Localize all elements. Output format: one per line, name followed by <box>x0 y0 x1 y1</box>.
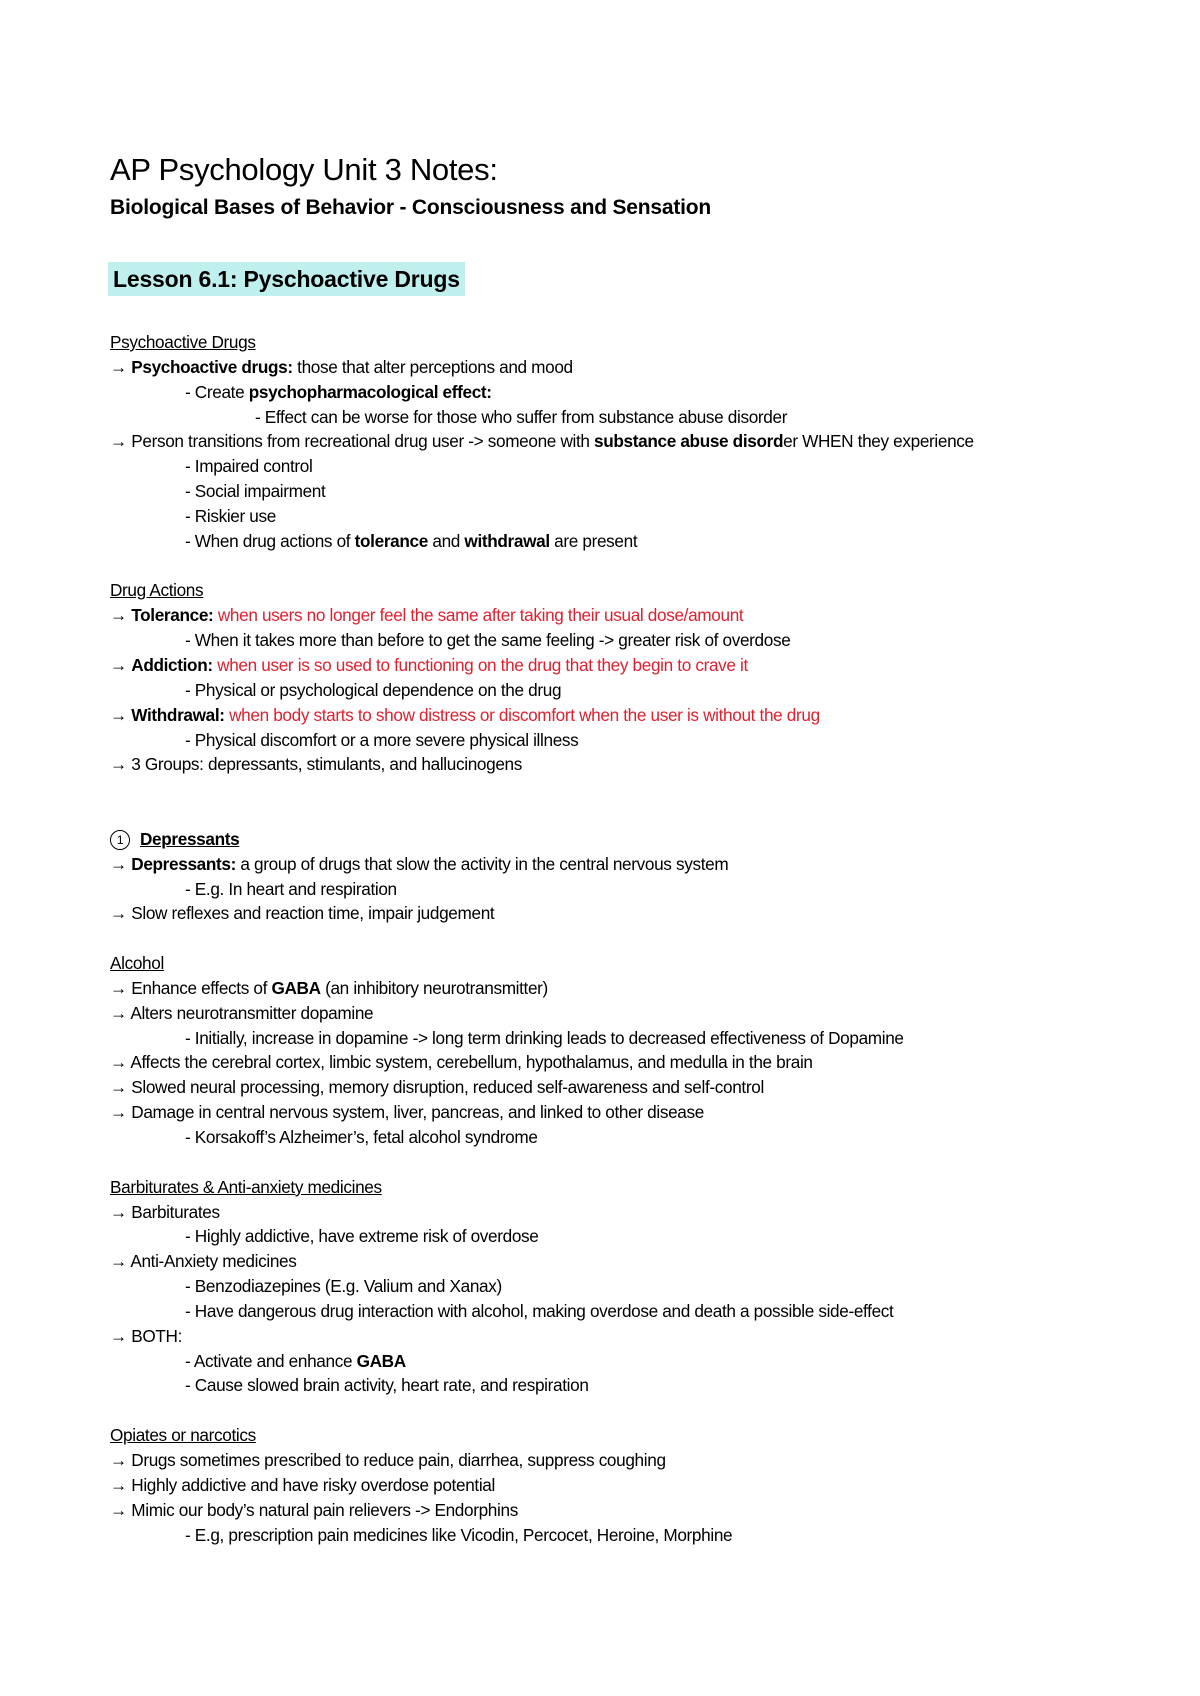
note-line: → Highly addictive and have risky overdose potential <box>110 1474 495 1495</box>
lesson-heading: Lesson 6.1: Pyschoactive Drugs <box>108 262 465 296</box>
arrow-icon: → <box>110 654 132 675</box>
arrow-icon: → <box>110 1077 132 1098</box>
arrow-icon: → <box>110 1474 132 1495</box>
arrow-icon: → <box>110 1201 132 1222</box>
section-heading-alcohol: Alcohol <box>110 953 164 974</box>
section-heading-opiates: Opiates or narcotics <box>110 1425 256 1446</box>
note-subline: - E.g. In heart and respiration <box>185 878 397 899</box>
note-subline: - Have dangerous drug interaction with alcohol, making overdose and death a possible side-effect <box>185 1300 894 1321</box>
arrow-icon: → <box>110 1499 132 1520</box>
note-line: → Withdrawal: when body starts to show distress or discomfort when the user is without the drug <box>110 704 820 725</box>
arrow-icon: → <box>110 356 132 377</box>
note-line: → 3 Groups: depressants, stimulants, and hallucinogens <box>110 754 522 775</box>
note-line: → Barbiturates <box>110 1201 220 1222</box>
arrow-icon: → <box>110 605 132 626</box>
arrow-icon: → <box>110 754 132 775</box>
note-line: → Person transitions from recreational drug user -> someone with substance abuse disorder WHEN they experience <box>110 431 974 452</box>
note-subline: - Physical discomfort or a more severe physical illness <box>185 729 579 750</box>
note-line: → Damage in central nervous system, liver, pancreas, and linked to other disease <box>110 1102 704 1123</box>
arrow-icon: → <box>110 431 132 452</box>
arrow-icon: → <box>110 977 132 998</box>
note-line: → Anti-Anxiety medicines <box>110 1251 297 1272</box>
arrow-icon: → <box>110 1251 131 1272</box>
note-subline: - E.g, prescription pain medicines like Vicodin, Percocet, Heroine, Morphine <box>185 1524 733 1545</box>
arrow-icon: → <box>110 853 132 874</box>
document-title: AP Psychology Unit 3 Notes: <box>110 152 498 187</box>
circled-number-icon: 1 <box>110 830 130 850</box>
note-subline: - Create psychopharmacological effect: <box>185 381 492 402</box>
note-line: → Slow reflexes and reaction time, impair judgement <box>110 903 495 924</box>
note-line: → BOTH: <box>110 1325 183 1346</box>
document-subtitle: Biological Bases of Behavior - Consciousness and Sensation <box>110 196 712 219</box>
note-subline: - Activate and enhance GABA <box>185 1350 406 1371</box>
note-subline: - Initially, increase in dopamine -> long term drinking leads to decreased effectiveness of Dopamine <box>185 1027 904 1048</box>
section-heading-barbiturates: Barbiturates & Anti-anxiety medicines <box>110 1176 382 1197</box>
note-line: → Psychoactive drugs: those that alter perceptions and mood <box>110 356 573 377</box>
section-heading-depressants: 1 Depressants <box>110 827 1110 852</box>
note-subline: - Cause slowed brain activity, heart rate, and respiration <box>185 1375 589 1396</box>
note-line: → Alters neurotransmitter dopamine <box>110 1002 374 1023</box>
section-heading-psychoactive: Psychoactive Drugs <box>110 332 256 352</box>
arrow-icon: → <box>110 1449 132 1470</box>
arrow-icon: → <box>110 1002 131 1023</box>
note-subline: - When it takes more than before to get the same feeling -> greater risk of overdose <box>185 630 791 651</box>
note-subline: - Korsakoff’s Alzheimer’s, fetal alcohol syndrome <box>185 1127 538 1147</box>
note-subline: - Benzodiazepines (E.g. Valium and Xanax) <box>185 1276 502 1297</box>
note-subline: - Riskier use <box>185 505 276 526</box>
arrow-icon: → <box>110 1052 131 1073</box>
arrow-icon: → <box>110 903 132 924</box>
arrow-icon: → <box>110 704 132 725</box>
note-subline: - Social impairment <box>185 481 326 502</box>
note-subline: - Impaired control <box>185 456 313 477</box>
note-line: → Drugs sometimes prescribed to reduce pain, diarrhea, suppress coughing <box>110 1449 666 1470</box>
section-heading-drug-actions: Drug Actions <box>110 580 204 601</box>
note-subline: - Effect can be worse for those who suffer from substance abuse disorder <box>255 406 788 427</box>
note-line: → Addiction: when user is so used to functioning on the drug that they begin to crave it <box>110 654 748 675</box>
notes-body <box>110 330 1110 1547</box>
note-line: → Slowed neural processing, memory disruption, reduced self-awareness and self-control <box>110 1077 764 1098</box>
note-line: → Depressants: a group of drugs that slow the activity in the central nervous system <box>110 853 729 874</box>
note-line: → Enhance effects of GABA (an inhibitory neurotransmitter) <box>110 977 548 998</box>
note-line: → Mimic our body’s natural pain relievers -> Endorphins <box>110 1499 518 1520</box>
note-line: → Affects the cerebral cortex, limbic system, cerebellum, hypothalamus, and medulla in the brain <box>110 1052 813 1073</box>
note-subline: - Physical or psychological dependence on the drug <box>185 679 562 700</box>
note-line: → Tolerance: when users no longer feel the same after taking their usual dose/amount <box>110 605 744 626</box>
arrow-icon: → <box>110 1325 132 1346</box>
arrow-icon: → <box>110 1102 132 1123</box>
note-subline: - When drug actions of tolerance and withdrawal are present <box>185 530 638 551</box>
note-subline: - Highly addictive, have extreme risk of overdose <box>185 1226 539 1247</box>
